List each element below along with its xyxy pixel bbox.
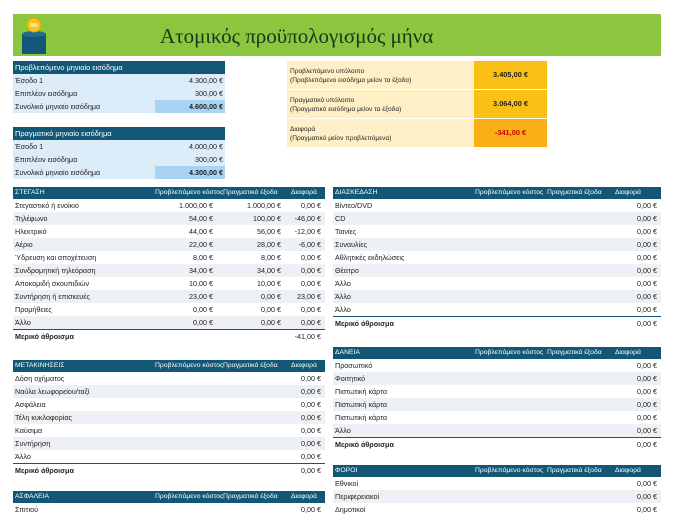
- section-title: ΔΑΝΕΙΑ: [335, 349, 360, 356]
- difference-value: -341,00 €: [474, 119, 547, 147]
- section-title: ΑΣΦΑΛΕΙΑ: [15, 493, 49, 500]
- summary-label: [290, 125, 391, 143]
- row-diff-value: 0,00 €: [637, 266, 657, 275]
- table-row[interactable]: [13, 87, 225, 100]
- row-label: Προμήθειες: [15, 305, 52, 314]
- subtotal-value: 0,00 €: [637, 319, 657, 328]
- taxes-header: [333, 465, 661, 477]
- row-label: Έσοδο 1: [15, 142, 44, 151]
- row-value: 300,00 €: [195, 155, 223, 164]
- subtotal-label: Μερικό άθροισμα: [335, 319, 394, 328]
- row-label: Δημοτικοί: [335, 505, 366, 514]
- row-diff-value: 0,00 €: [301, 400, 321, 409]
- row-label: Επιπλέον εισόδημα: [15, 89, 78, 98]
- row-actual-value: 1.000,00 €: [247, 201, 281, 210]
- subtotal-row[interactable]: [333, 437, 661, 451]
- row-diff-value: 0,00 €: [637, 214, 657, 223]
- column-header-actual: Πραγματικά έξοδα: [223, 493, 278, 500]
- table-row[interactable]: [13, 74, 225, 87]
- actual-balance-value: 3.064,00 €: [474, 90, 547, 118]
- row-diff-value: -12,00 €: [294, 227, 321, 236]
- subtotal-label: Μερικό άθροισμα: [15, 332, 74, 341]
- column-header-diff: Διαφορά: [615, 189, 641, 196]
- row-label: Επιπλέον εισόδημα: [15, 155, 78, 164]
- table-row[interactable]: [333, 424, 661, 437]
- row-label: Ναύλα λεωφορείου/ταξί: [15, 387, 90, 396]
- row-label: Ασφάλεια: [15, 400, 46, 409]
- table-row[interactable]: [13, 153, 225, 166]
- table-row[interactable]: [13, 411, 325, 424]
- row-projected-value: 54,00 €: [189, 214, 213, 223]
- section-title: ΔΙΑΣΚΕΔΑΣΗ: [335, 189, 378, 196]
- row-actual-value: 8,00 €: [261, 253, 281, 262]
- table-row[interactable]: [333, 277, 661, 290]
- column-header-projected: Προβλεπόμενο κόστος: [155, 493, 224, 500]
- loans-table: [333, 347, 661, 451]
- projected-balance-row[interactable]: [287, 61, 547, 90]
- row-projected-value: 23,00 €: [189, 292, 213, 301]
- table-row[interactable]: [13, 212, 325, 225]
- difference-row[interactable]: [287, 119, 547, 148]
- row-actual-value: 28,00 €: [257, 240, 281, 249]
- section-title: ΦΟΡΟΙ: [335, 467, 358, 474]
- total-value: 4.600,00 €: [155, 100, 225, 113]
- row-diff-value: 0,00 €: [637, 492, 657, 501]
- table-row[interactable]: [13, 264, 325, 277]
- housing-header: [13, 187, 325, 199]
- table-row[interactable]: [13, 385, 325, 398]
- housing-table: [13, 187, 325, 343]
- table-row[interactable]: [13, 290, 325, 303]
- coin-jar-icon: [20, 16, 48, 54]
- table-row[interactable]: [13, 316, 325, 329]
- row-label: Συντήρηση ή επισκευές: [15, 292, 90, 301]
- table-row[interactable]: [333, 490, 661, 503]
- projected-income-table: [13, 61, 225, 113]
- insurance-table: [13, 491, 325, 516]
- subtotal-row[interactable]: [333, 316, 661, 330]
- row-diff-value: 0,00 €: [301, 201, 321, 210]
- balance-summary: [287, 61, 547, 148]
- row-label: Αθλητικές εκδηλώσεις: [335, 253, 405, 262]
- subtotal-row[interactable]: [13, 329, 325, 343]
- row-diff-value: 0,00 €: [637, 479, 657, 488]
- table-row[interactable]: [13, 437, 325, 450]
- row-diff-value: 0,00 €: [301, 374, 321, 383]
- transport-table: [13, 360, 325, 477]
- table-row[interactable]: [333, 212, 661, 225]
- row-label: Δόση οχήματος: [15, 374, 65, 383]
- row-actual-value: 100,00 €: [253, 214, 281, 223]
- table-row[interactable]: [13, 225, 325, 238]
- row-label: Φοιτητικό: [335, 374, 366, 383]
- subtotal-row[interactable]: [13, 463, 325, 477]
- row-actual-value: 34,00 €: [257, 266, 281, 275]
- row-diff-value: 0,00 €: [301, 318, 321, 327]
- row-diff-value: 0,00 €: [637, 305, 657, 314]
- actual-balance-row[interactable]: [287, 90, 547, 119]
- row-label: Πιστωτική κάρτα: [335, 413, 388, 422]
- row-actual-value: 56,00 €: [257, 227, 281, 236]
- column-header-projected: Προβλεπόμενο κόστος: [475, 349, 544, 356]
- row-label: Άλλο: [15, 318, 31, 327]
- table-header-label: Πραγματικό μηνιαίο εισόδημα: [15, 129, 112, 138]
- row-projected-value: 1.000,00 €: [179, 201, 213, 210]
- row-diff-value: 0,00 €: [637, 387, 657, 396]
- row-diff-value: -6,00 €: [298, 240, 321, 249]
- table-row[interactable]: [333, 238, 661, 251]
- table-header-label: Προβλεπόμενο μηνιαίο εισόδημα: [15, 63, 123, 72]
- table-row[interactable]: [13, 424, 325, 437]
- taxes-table: [333, 465, 661, 516]
- row-projected-value: 44,00 €: [189, 227, 213, 236]
- table-row[interactable]: [13, 199, 325, 212]
- row-diff-value: 23,00 €: [297, 292, 321, 301]
- table-row[interactable]: [13, 398, 325, 411]
- row-projected-value: 10,00 €: [189, 279, 213, 288]
- section-title: ΣΤΕΓΑΣΗ: [15, 189, 45, 196]
- page-title: Ατομικός προϋπολογισμός μήνα: [160, 24, 434, 48]
- row-label: Ηλεκτρικό: [15, 227, 47, 236]
- table-row[interactable]: [13, 372, 325, 385]
- table-row[interactable]: [333, 385, 661, 398]
- row-value: 4.300,00 €: [189, 76, 223, 85]
- row-label: CD: [335, 214, 346, 223]
- row-diff-value: 0,00 €: [301, 413, 321, 422]
- row-diff-value: 0,00 €: [637, 426, 657, 435]
- row-label: Άλλο: [15, 452, 31, 461]
- table-row[interactable]: [333, 303, 661, 316]
- table-row[interactable]: [13, 303, 325, 316]
- table-row[interactable]: [333, 199, 661, 212]
- projected-income-header: [13, 61, 225, 74]
- row-diff-value: 0,00 €: [301, 279, 321, 288]
- column-header-projected: Προβλεπόμενο κόστος: [155, 189, 224, 196]
- table-row[interactable]: [13, 251, 325, 264]
- row-label: Συνδρομητική τηλεόραση: [15, 266, 96, 275]
- actual-income-table: [13, 127, 225, 179]
- total-label: Συνολικό μηνιαίο εισόδημα: [15, 102, 101, 111]
- row-label: Ταινίες: [335, 227, 357, 236]
- projected-balance-value: 3.405,00 €: [474, 61, 547, 89]
- table-row[interactable]: [13, 238, 325, 251]
- row-projected-value: 22,00 €: [189, 240, 213, 249]
- row-actual-value: 0,00 €: [261, 305, 281, 314]
- table-row[interactable]: [333, 411, 661, 424]
- row-label: Έσοδο 1: [15, 76, 44, 85]
- row-label: Αέριο: [15, 240, 33, 249]
- subtotal-value: 0,00 €: [301, 466, 321, 475]
- row-projected-value: 8,00 €: [193, 253, 213, 262]
- subtotal-label: Μερικό άθροισμα: [335, 440, 394, 449]
- table-row[interactable]: [13, 450, 325, 463]
- row-diff-value: 0,00 €: [637, 361, 657, 370]
- loans-header: [333, 347, 661, 359]
- total-row[interactable]: [13, 100, 225, 113]
- row-diff-value: -46,00 €: [294, 214, 321, 223]
- section-title: ΜΕΤΑΚΙΝΗΣΕΙΣ: [15, 362, 65, 369]
- row-diff-value: 0,00 €: [301, 426, 321, 435]
- table-row[interactable]: [333, 503, 661, 516]
- subtotal-value: -41,00 €: [294, 332, 321, 341]
- row-label: Προσωπικό: [335, 361, 373, 370]
- column-header-diff: Διαφορά: [291, 189, 317, 196]
- table-row[interactable]: [13, 503, 325, 516]
- row-diff-value: 0,00 €: [637, 253, 657, 262]
- row-diff-value: 0,00 €: [301, 452, 321, 461]
- table-row[interactable]: [13, 277, 325, 290]
- row-label: Άλλο: [335, 305, 351, 314]
- row-label: Ύδρευση και αποχέτευση: [15, 253, 97, 262]
- row-label: Άλλο: [335, 279, 351, 288]
- column-header-actual: Πραγματικά έξοδα: [547, 349, 602, 356]
- row-label: Αποκομιδή σκουπιδιών: [15, 279, 90, 288]
- table-row[interactable]: [333, 264, 661, 277]
- column-header-diff: Διαφορά: [615, 467, 641, 474]
- row-label: Πιστωτική κάρτα: [335, 400, 388, 409]
- row-label: Εθνικοί: [335, 479, 359, 488]
- row-diff-value: 0,00 €: [637, 201, 657, 210]
- table-row[interactable]: [333, 398, 661, 411]
- summary-label-note: (Πραγματικό μείον προβλεπόμενα): [290, 135, 392, 142]
- subtotal-value: 0,00 €: [637, 440, 657, 449]
- summary-label: [290, 96, 401, 114]
- row-label: Σπιτιού: [15, 505, 39, 514]
- column-header-actual: Πραγματικά έξοδα: [223, 189, 278, 196]
- column-header-actual: Πραγματικά έξοδα: [547, 467, 602, 474]
- summary-label-title: Προβλεπόμενο υπόλοιπο: [290, 68, 365, 75]
- row-label: Στεγαστικό ή ενοίκιο: [15, 201, 79, 210]
- summary-label-title: Πραγματικό υπόλοιπο: [290, 97, 355, 104]
- row-actual-value: 0,00 €: [261, 318, 281, 327]
- row-label: Περιφερειακοί: [335, 492, 380, 501]
- subtotal-label: Μερικό άθροισμα: [15, 466, 74, 475]
- column-header-diff: Διαφορά: [291, 362, 317, 369]
- row-label: Θέατρο: [335, 266, 359, 275]
- table-row[interactable]: [333, 290, 661, 303]
- column-header-actual: Πραγματικά έξοδα: [223, 362, 278, 369]
- row-label: Συναυλίες: [335, 240, 367, 249]
- row-diff-value: 0,00 €: [637, 505, 657, 514]
- row-value: 4.000,00 €: [189, 142, 223, 151]
- row-diff-value: 0,00 €: [301, 505, 321, 514]
- insurance-header: [13, 491, 325, 503]
- transport-header: [13, 360, 325, 372]
- row-diff-value: 0,00 €: [301, 439, 321, 448]
- entertainment-header: [333, 187, 661, 199]
- row-label: Τέλη κυκλοφορίας: [15, 413, 72, 422]
- row-diff-value: 0,00 €: [301, 305, 321, 314]
- column-header-projected: Προβλεπόμενο κόστος: [475, 467, 544, 474]
- row-diff-value: 0,00 €: [301, 266, 321, 275]
- table-row[interactable]: [333, 359, 661, 372]
- column-header-diff: Διαφορά: [291, 493, 317, 500]
- row-projected-value: 0,00 €: [193, 305, 213, 314]
- row-projected-value: 34,00 €: [189, 266, 213, 275]
- row-diff-value: 0,00 €: [301, 253, 321, 262]
- row-label: Καύσιμα: [15, 426, 43, 435]
- column-header-actual: Πραγματικά έξοδα: [547, 189, 602, 196]
- total-label: Συνολικό μηνιαίο εισόδημα: [15, 168, 101, 177]
- row-diff-value: 0,00 €: [637, 227, 657, 236]
- summary-label-note: (Προβλεπόμενο εισόδημα μείον τα έξοδα): [290, 77, 412, 84]
- row-label: Πιστωτική κάρτα: [335, 387, 388, 396]
- row-diff-value: 0,00 €: [301, 387, 321, 396]
- column-header-projected: Προβλεπόμενο κόστος: [475, 189, 544, 196]
- row-diff-value: 0,00 €: [637, 374, 657, 383]
- row-actual-value: 0,00 €: [261, 292, 281, 301]
- row-diff-value: 0,00 €: [637, 400, 657, 409]
- entertainment-table: [333, 187, 661, 330]
- total-value: 4.300,00 €: [155, 166, 225, 179]
- row-label: Συντήρηση: [15, 439, 51, 448]
- row-projected-value: 0,00 €: [193, 318, 213, 327]
- column-header-diff: Διαφορά: [615, 349, 641, 356]
- summary-label-title: Διαφορά: [290, 126, 316, 133]
- total-row[interactable]: [13, 166, 225, 179]
- table-row[interactable]: [13, 140, 225, 153]
- table-row[interactable]: [333, 225, 661, 238]
- table-row[interactable]: [333, 477, 661, 490]
- actual-income-header: [13, 127, 225, 140]
- row-label: Άλλο: [335, 426, 351, 435]
- table-row[interactable]: [333, 372, 661, 385]
- row-actual-value: 10,00 €: [257, 279, 281, 288]
- summary-label: [290, 67, 411, 85]
- row-label: Βίντεο/DVD: [335, 201, 373, 210]
- summary-label-note: (Πραγματικό εισόδημα μείον τα έξοδα): [290, 106, 402, 113]
- row-diff-value: 0,00 €: [637, 240, 657, 249]
- row-value: 300,00 €: [195, 89, 223, 98]
- row-diff-value: 0,00 €: [637, 292, 657, 301]
- row-label: Τηλέφωνο: [15, 214, 48, 223]
- row-diff-value: 0,00 €: [637, 413, 657, 422]
- row-label: Άλλο: [335, 292, 351, 301]
- table-row[interactable]: [333, 251, 661, 264]
- row-diff-value: 0,00 €: [637, 279, 657, 288]
- column-header-projected: Προβλεπόμενο κόστος: [155, 362, 224, 369]
